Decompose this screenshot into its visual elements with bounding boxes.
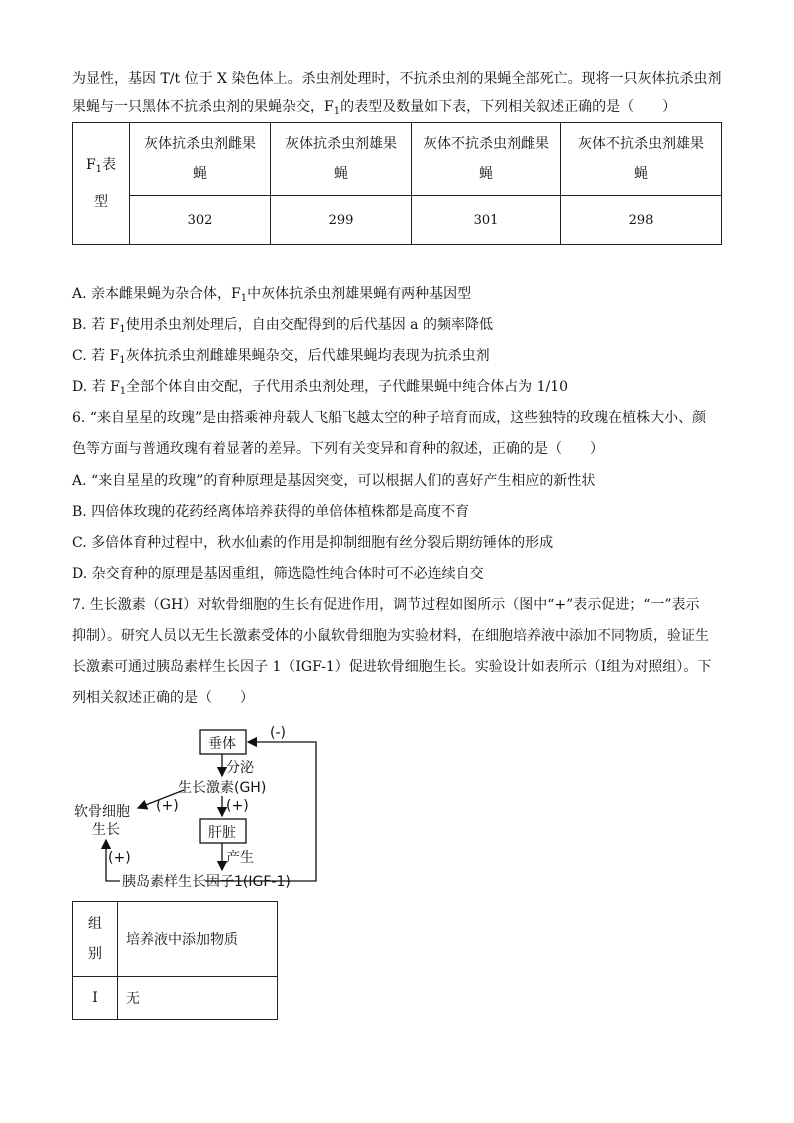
q7-stem-line-2: 抑制）。研究人员以无生长激素受体的小鼠软骨细胞为实验材料，在细胞培养液中添加不同物质，验证生	[72, 628, 709, 644]
f1-count-cell: 299	[271, 196, 412, 245]
f1-count-cell: 301	[412, 196, 561, 245]
q7-stem-line-3: 长激素可通过胰岛素样生长因子 1（IGF-1）促进软骨细胞生长。实验设计如表所示（Ⅰ组为对照组）。下	[72, 659, 712, 675]
feedback-negative-label: (-)	[270, 725, 286, 741]
q7-stem-line-1: 7. 生长激素（GH）对软骨细胞的生长有促进作用，调节过程如图所示（图中“+”表示促进；“一”表示	[72, 597, 700, 613]
q6-option-c: C. 多倍体育种过程中，秋水仙素的作用是抑制细胞有丝分裂后期纺锤体的形成	[72, 535, 554, 551]
q5-option-b: B. 若 $F_1$使用杀虫剂处理后，自由交配得到的后代基因 a 的频率降低	[72, 317, 493, 335]
liver-label: 肝脏	[208, 825, 236, 841]
medium-cell: 无	[118, 977, 278, 1020]
q6-option-d: D. 杂交育种的原理是基因重组，筛选隐性纯合体时可不必连续自交	[72, 566, 484, 582]
q5-option-c: C. 若 $F_1$灰体抗杀虫剂雌雄果蝇杂交，后代雄果蝇均表现为抗杀虫剂	[72, 348, 490, 366]
q6-option-b: B. 四倍体玫瑰的花药经离体培养获得的单倍体植株都是高度不育	[72, 504, 470, 520]
f1-header-cell: 灰体不抗杀虫剂雌果 蝇	[412, 123, 561, 196]
q5-option-a: A. 亲本雌果蝇为杂合体，$F_1$中灰体抗杀虫剂雄果蝇有两种基因型	[72, 286, 472, 304]
q6-option-a: A. “来自星星的玫瑰”的育种原理是基因突变，可以根据人们的喜好产生相应的新性状	[72, 473, 596, 489]
f1-header-cell: 灰体抗杀虫剂雌果 蝇	[130, 123, 271, 196]
gh-label: 生长激素(GH)	[178, 780, 267, 796]
q5-option-d: D. 若 $F_1$全部个体自由交配，子代用杀虫剂处理，子代雌果蝇中纯合体占为 1/10	[72, 379, 569, 397]
secrete-label: 分泌	[226, 760, 254, 776]
pituitary-label: 垂体	[208, 736, 236, 752]
igf-label: 胰岛素样生长因子1(IGF-1)	[122, 874, 291, 890]
f1-phenotype-table	[72, 122, 722, 245]
cartilage-label-2: 生长	[92, 822, 120, 838]
f1-row-header: $F_1$表 型	[73, 123, 130, 245]
produce-label: 产生	[226, 850, 254, 866]
igf-cartilage-plus-label: (+)	[108, 850, 131, 866]
group-cell: Ⅰ	[73, 977, 118, 1020]
experiment-design-table	[72, 901, 278, 1020]
gh-liver-plus-label: (+)	[226, 798, 249, 814]
group-header-cell: 组 别	[73, 902, 118, 977]
f1-count-cell: 302	[130, 196, 271, 245]
intro-line-2: 果蝇与一只黑体不抗杀虫剂的果蝇杂交，$F_1$的表型及数量如下表，下列相关叙述正确的是（ ）	[72, 99, 677, 117]
q6-stem-line-2: 色等方面与普通玫瑰有着显著的差异。下列有关变异和育种的叙述，正确的是（ ）	[72, 441, 604, 457]
gh-regulation-diagram	[60, 722, 330, 892]
gh-cartilage-plus-label: (+)	[156, 798, 179, 814]
f1-header-cell: 灰体不抗杀虫剂雄果 蝇	[561, 123, 722, 196]
f1-count-cell: 298	[561, 196, 722, 245]
q7-stem-line-4: 列相关叙述正确的是（ ）	[72, 690, 254, 706]
intro-line-1: 为显性，基因 T/t 位于 X 染色体上。杀虫剂处理时，不抗杀虫剂的果蝇全部死亡。现将一只灰体抗杀虫剂	[72, 71, 722, 87]
medium-header-cell: 培养液中添加物质	[118, 902, 278, 977]
f1-header-cell: 灰体抗杀虫剂雄果 蝇	[271, 123, 412, 196]
cartilage-label-1: 软骨细胞	[74, 804, 130, 820]
q6-stem-line-1: 6. “来自星星的玫瑰”是由搭乘神舟载人飞船飞越太空的种子培育而成，这些独特的玫瑰在植株大小、颜	[72, 410, 707, 426]
